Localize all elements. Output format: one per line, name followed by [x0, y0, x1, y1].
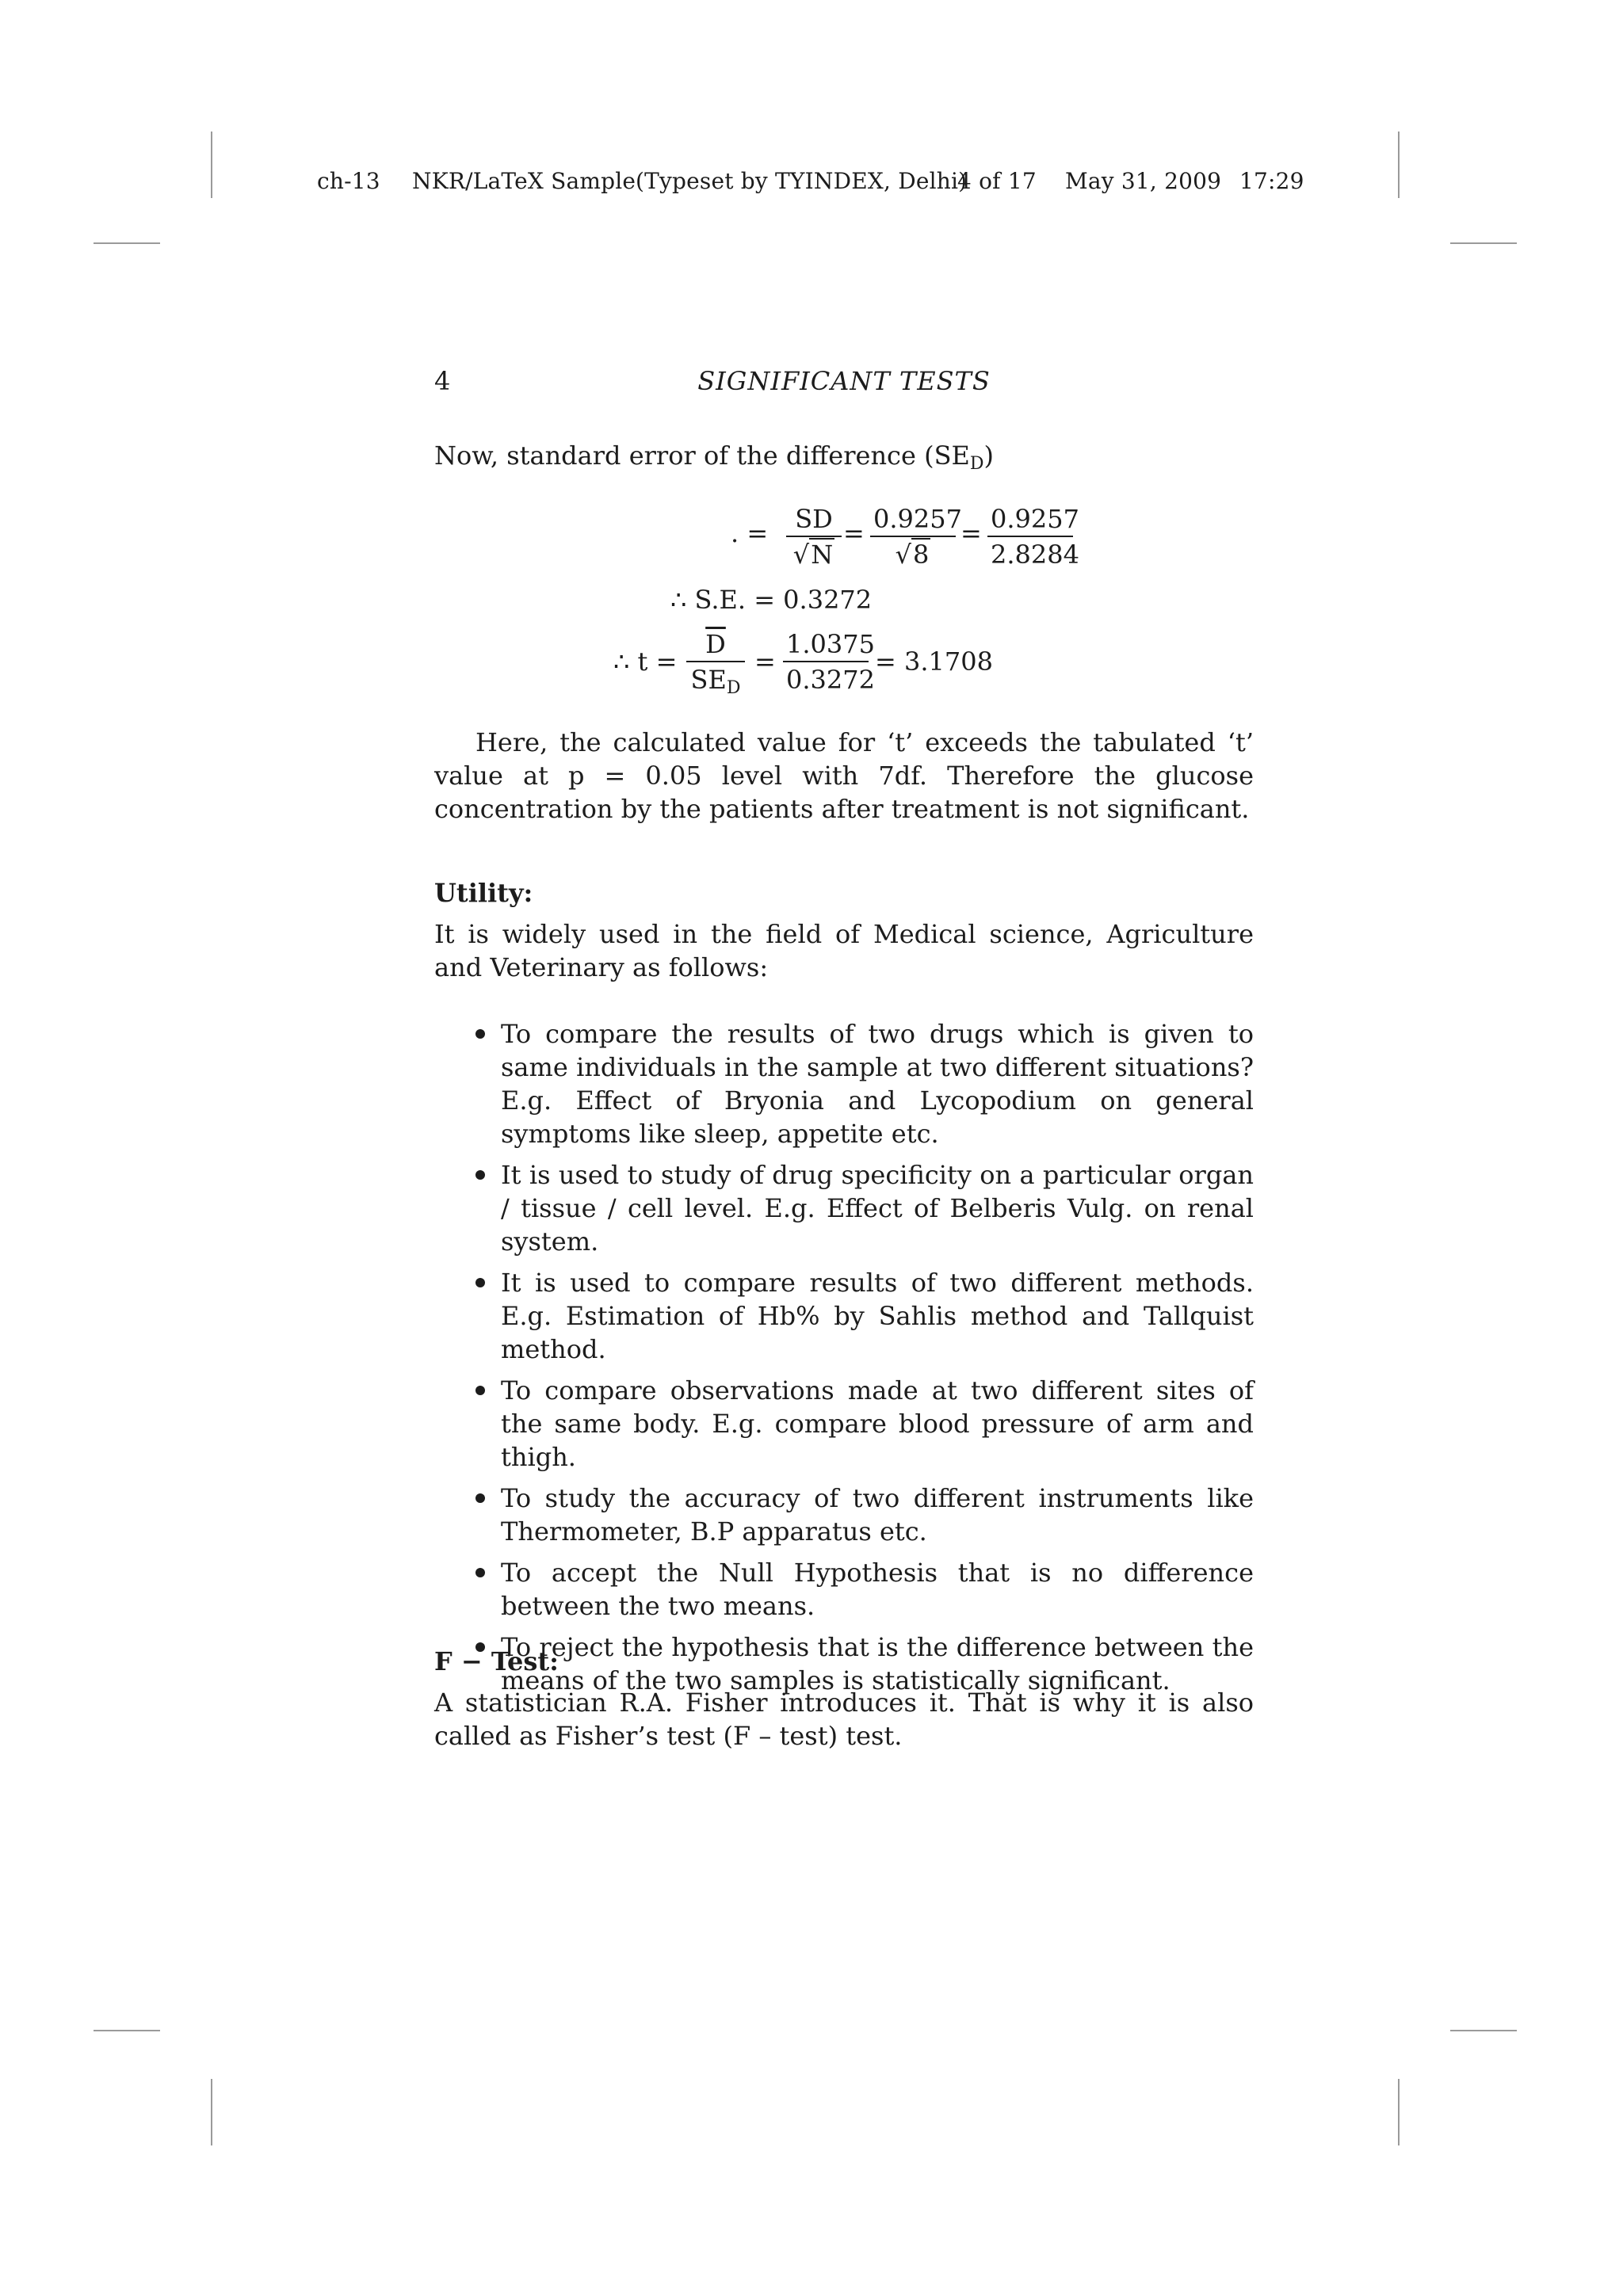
eq1-equals-b: = — [960, 518, 982, 548]
list-item: To compare observations made at two different sites of the same body. E.g. compare blood pressure of arm and thigh. — [434, 1374, 1254, 1474]
list-item: It is used to compare results of two different methods. E.g. Estimation of Hb% by Sahlis method and Tallquist method. — [434, 1266, 1254, 1366]
eq1-fraction-3 — [987, 502, 1079, 572]
intro-paragraph — [434, 439, 1254, 481]
bullet-icon — [475, 1278, 485, 1287]
eq1-f2-denominator — [870, 537, 956, 572]
page-number: 4 — [434, 366, 451, 396]
ftest-heading-text: F − Test: — [434, 1646, 559, 1676]
eq3-f2-denominator: 0.3272 — [786, 665, 875, 695]
bullet-icon — [475, 1568, 485, 1577]
list-item: To accept the Null Hypothesis that is no difference between the two means. — [434, 1556, 1254, 1623]
utility-heading-text: Utility: — [434, 878, 533, 908]
eq1-f1-numerator: SD — [786, 502, 842, 537]
bullet-icon — [475, 1386, 485, 1395]
header-date: May 31, 2009 — [1065, 168, 1222, 194]
list-item: To study the accuracy of two different instruments like Thermometer, B.P apparatus etc. — [434, 1482, 1254, 1548]
crop-mark — [94, 2030, 160, 2031]
utility-heading — [434, 876, 1254, 910]
crop-mark — [1450, 242, 1517, 244]
eq3-lead: ∴ t = — [613, 646, 678, 677]
header-time: 17:29 — [1239, 168, 1304, 194]
page-title: SIGNIFICANT TESTS — [697, 366, 991, 396]
eq3-fraction-1 — [686, 627, 745, 706]
list-item: To compare the results of two drugs which is given to same individuals in the sample at two different situations? E.g. Effect of Bryonia and Lycopodium on general symptoms like sleep, appetite etc. — [434, 1017, 1254, 1150]
header-typeset: (Typeset by TYINDEX, Delhi) — [636, 168, 968, 194]
sqrt-symbol: √N — [792, 540, 834, 570]
eq1-f3-numerator: 0.9257 — [987, 502, 1073, 537]
bullet-icon — [475, 1493, 485, 1503]
ftest-paragraph — [434, 1686, 1254, 1753]
intro-close: ) — [983, 441, 994, 471]
ftest-heading — [434, 1645, 1254, 1678]
crop-mark — [1450, 2030, 1517, 2031]
here-text: Here, the calculated value for ‘t’ exceeds the tabulated ‘t’ value at p = 0.05 level with 7df. Therefore the glucose concentration by the patients after treatment is not significant. — [434, 727, 1254, 824]
eq1-equals-a: = — [843, 518, 865, 548]
typeset-header — [0, 168, 1623, 200]
list-item: To reject the hypothesis that is the difference between the means of the two samples is statistically significant. — [434, 1630, 1254, 1697]
header-chapter: ch-13 — [317, 168, 380, 194]
eq1-f1-denominator — [786, 537, 842, 572]
eq1-lead: . = — [731, 518, 769, 548]
utility-intro-text: It is widely used in the field of Medical science, Agriculture and Veterinary as follows: — [434, 919, 1254, 982]
eq1-fraction-2 — [870, 502, 962, 572]
crop-mark — [211, 2079, 212, 2145]
intro-text: Now, standard error of the difference (SE — [434, 441, 970, 471]
header-pages: 4 of 17 — [957, 168, 1037, 194]
list-item: It is used to study of drug specificity on a particular organ / tissue / cell level. E.g. Effect of Belberis Vulg. on renal system. — [434, 1158, 1254, 1258]
eq3-f1-denominator: $SE_D$ — [690, 665, 741, 698]
utility-list — [434, 1017, 1254, 1705]
running-head — [434, 366, 1254, 401]
eq3-equals-a: = — [754, 646, 776, 677]
eq2-text: ∴ S.E. = 0.3272 — [670, 585, 873, 615]
eq1-f2-numerator: 0.9257 — [870, 502, 956, 537]
eq3-fraction-2 — [783, 627, 875, 697]
utility-intro — [434, 917, 1254, 984]
bullet-icon — [475, 1029, 485, 1039]
intro-subscript: D — [969, 454, 984, 474]
bullet-icon — [475, 1170, 485, 1180]
sqrt-symbol: √8 — [895, 540, 930, 570]
eq1-fraction-1 — [786, 502, 842, 572]
eq3-result: = 3.1708 — [875, 646, 993, 677]
crop-mark — [94, 242, 160, 244]
crop-mark — [1398, 2079, 1400, 2145]
eq3-f1-numerator: $\overline{D}$ — [686, 627, 745, 662]
eq1-f3-denominator: 2.8284 — [991, 540, 1079, 570]
equation-se-result — [670, 585, 872, 615]
header-sample: NKR/LaTeX Sample — [412, 168, 636, 194]
ftest-text: A statistician R.A. Fisher introduces it. That is why it is also called as Fisher’s test (F – test) test. — [434, 1688, 1254, 1751]
here-paragraph — [434, 726, 1254, 826]
eq3-f2-numerator: 1.0375 — [783, 627, 869, 662]
